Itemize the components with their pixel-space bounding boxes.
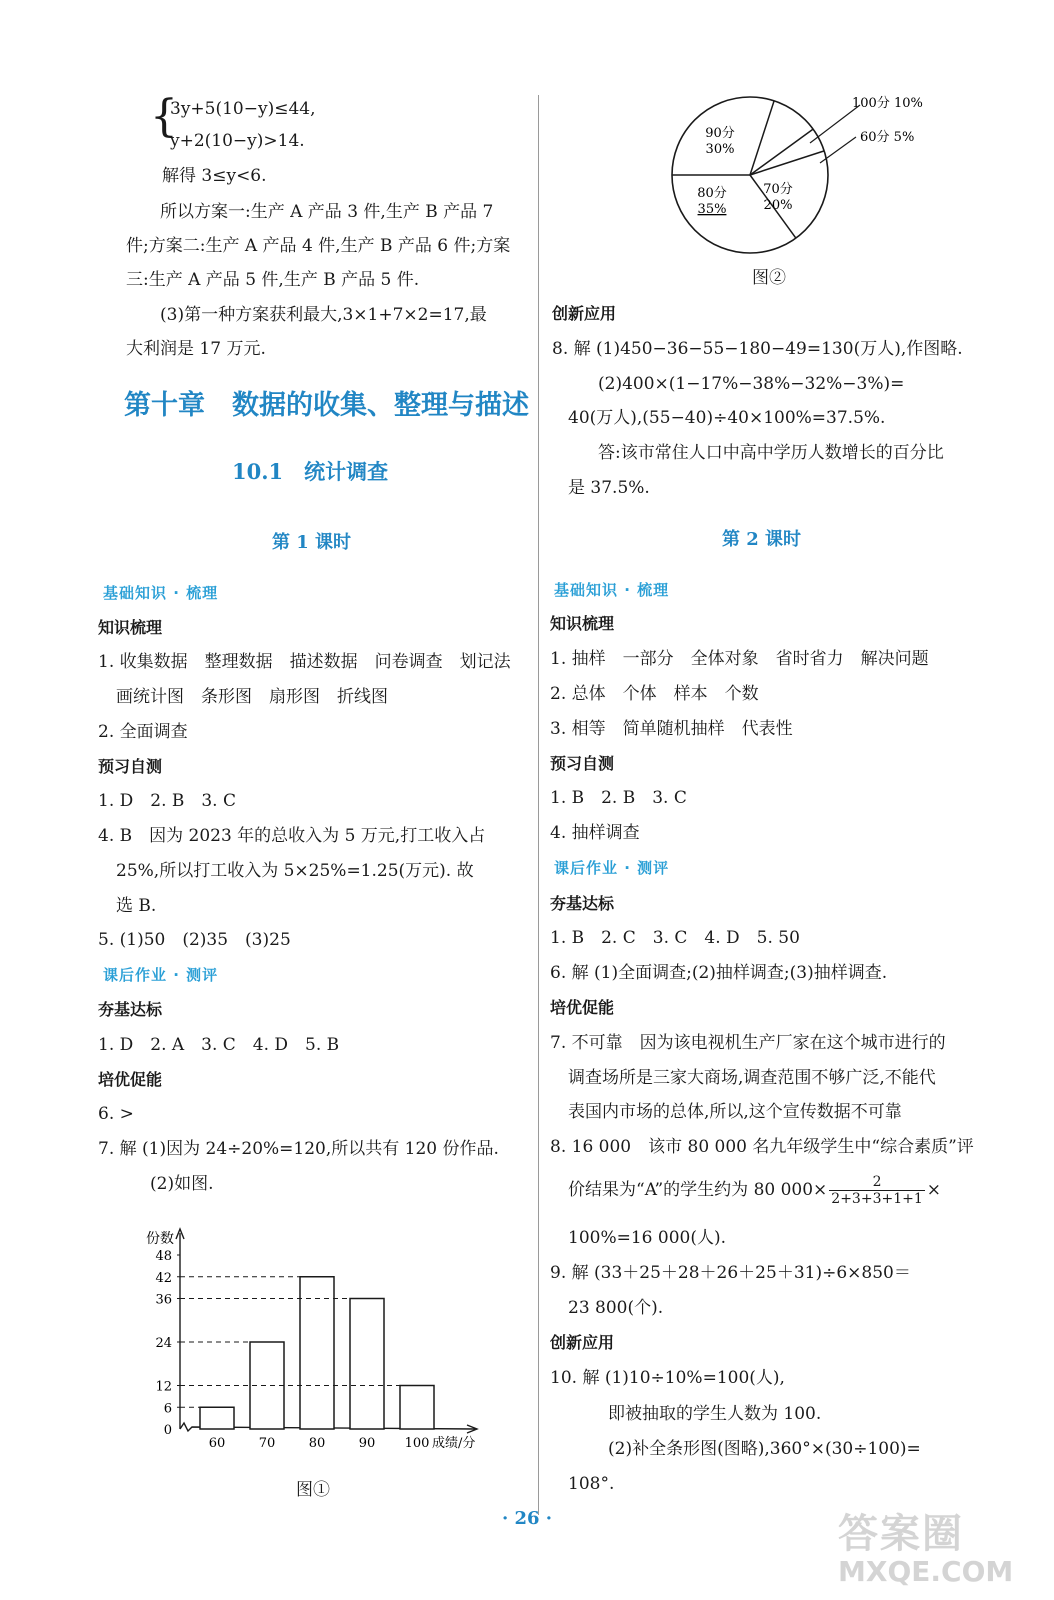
homework-2-answer-10d: 108°. — [568, 1474, 615, 1494]
homework-2-answer-7b: 调查场所是三家大商场,调查范围不够广泛,不能代 — [568, 1068, 936, 1088]
knowledge-item-1a: 1. 收集数据 整理数据 描述数据 问卷调查 划记法 — [98, 652, 511, 672]
system-line-2: y+2(10−y)>14. — [170, 131, 305, 151]
y-tick-label: 48 — [155, 1249, 172, 1264]
plan-line-1: 所以方案一:生产 A 产品 3 件,生产 B 产品 7 — [160, 202, 494, 222]
innovation-label-2: 创新应用 — [550, 1333, 615, 1352]
homework-answer-7b: (2)如图. — [150, 1174, 214, 1194]
q8-line-c: 40(万人),(55−40)÷40×100%=37.5%. — [568, 408, 886, 428]
y-tick-label: 36 — [155, 1292, 172, 1308]
pie-chart-figure-2 — [660, 85, 1010, 265]
watermark-bottom: MXQE.COM — [838, 1555, 1014, 1588]
knowledge-review-label: 知识梳理 — [98, 618, 163, 637]
y-tick-label: 24 — [155, 1336, 172, 1351]
preview-answer-4b: 25%,所以打工收入为 5×25%=1.25(万元). 故 — [116, 861, 474, 881]
homework-answer-6: 6. > — [98, 1104, 134, 1124]
homework-2-answer-9a: 9. 解 (33＋25＋28＋26＋25＋31)÷6×850＝ — [550, 1263, 911, 1283]
q8-line-e: 是 37.5%. — [568, 478, 650, 498]
y-tick-label: 42 — [155, 1270, 172, 1286]
system-brace: { — [150, 91, 178, 142]
knowledge-item-1b: 画统计图 条形图 扇形图 折线图 — [116, 687, 388, 707]
basic-level-label: 夯基达标 — [98, 1000, 163, 1019]
section-title: 10.1 统计调查 — [232, 459, 389, 484]
lesson-2-title: 第 2 课时 — [722, 529, 802, 550]
slice-pct-70: 20% — [763, 198, 793, 213]
x-tick-label: 80 — [308, 1436, 326, 1451]
q3-line-2: 大利润是 17 万元. — [126, 339, 266, 359]
x-tick-label: 60 — [208, 1436, 226, 1451]
y-axis-label: 份数 — [146, 1231, 174, 1247]
slice-label-100: 100分 10% — [852, 96, 923, 111]
bar — [400, 1386, 434, 1430]
chapter-title: 第十章 数据的收集、整理与描述 — [124, 390, 529, 421]
preview-answers-2-1-3: 1. B 2. B 3. C — [550, 788, 687, 808]
slice-pct-90: 30% — [705, 142, 735, 157]
section-homework-label-2: 课后作业 · 测评 — [554, 859, 670, 877]
x-tick-label: 90 — [358, 1436, 376, 1451]
preview-answer-4a: 4. B 因为 2023 年的总收入为 5 万元,打工收入占 — [98, 826, 486, 846]
knowledge-item-2-2: 2. 总体 个体 样本 个数 — [550, 684, 759, 704]
q8-line-b: (2)400×(1−17%−38%−32%−3%)= — [598, 374, 905, 394]
answer-8b-prefix: 价结果为“A”的学生约为 80 000× — [568, 1180, 828, 1200]
innovation-label: 创新应用 — [552, 304, 617, 323]
preview-answers-1-3: 1. D 2. B 3. C — [98, 791, 237, 811]
page-number: · 26 · — [501, 1508, 553, 1529]
homework-2-answer-6: 6. 解 (1)全面调查;(2)抽样调查;(3)抽样调查. — [550, 963, 888, 983]
knowledge-item-2-1: 1. 抽样 一部分 全体对象 省时省力 解决问题 — [550, 649, 929, 669]
q8-line-a: 8. 解 (1)450−36−55−180−49=130(万人),作图略. — [552, 339, 963, 359]
homework-2-answer-10b: 即被抽取的学生人数为 100. — [608, 1404, 822, 1424]
homework-2-answer-7c: 表国内市场的总体,所以,这个宣传数据不可靠 — [568, 1102, 902, 1122]
knowledge-review-label-2: 知识梳理 — [550, 614, 615, 633]
fraction — [829, 1174, 924, 1207]
preview-answer-2-4: 4. 抽样调查 — [550, 823, 640, 843]
homework-answer-7a: 7. 解 (1)因为 24÷20%=120,所以共有 120 份作品. — [98, 1139, 499, 1159]
homework-answers-1-5: 1. D 2. A 3. C 4. D 5. B — [98, 1035, 340, 1055]
preview-test-label: 预习自测 — [98, 757, 163, 776]
knowledge-item-2-3: 3. 相等 简单随机抽样 代表性 — [550, 719, 793, 739]
watermark — [838, 1512, 1043, 1588]
leader-line-60 — [820, 137, 856, 163]
q8-line-d: 答:该市常住人口中高中学历人数增长的百分比 — [598, 443, 944, 463]
slice-label-60: 60分 5% — [860, 130, 915, 145]
slice-label-90: 90分 — [705, 126, 735, 141]
homework-2-answers-1-5: 1. B 2. C 3. C 4. D 5. 50 — [550, 928, 800, 948]
x-axis-label: 成绩/分 — [432, 1436, 476, 1451]
bar — [350, 1299, 384, 1430]
homework-2-answer-8b — [568, 1170, 941, 1210]
plan-line-2: 件;方案二:生产 A 产品 4 件,生产 B 产品 6 件;方案 — [126, 236, 511, 256]
figure-2-caption: 图② — [752, 268, 786, 288]
homework-2-answer-10a: 10. 解 (1)10÷10%=100(人), — [550, 1368, 785, 1388]
figure-1-caption: 图① — [296, 1480, 330, 1500]
section-homework-label: 课后作业 · 测评 — [103, 966, 219, 984]
advanced-label-2: 培优促能 — [550, 998, 615, 1017]
section-basic-label-2: 基础知识 · 梳理 — [554, 581, 670, 599]
basic-level-label-2: 夯基达标 — [550, 894, 615, 913]
homework-2-answer-10c: (2)补全条形图(图略),360°×(30÷100)= — [608, 1439, 921, 1459]
knowledge-item-2: 2. 全面调查 — [98, 722, 188, 742]
homework-2-answer-7a: 7. 不可靠 因为该电视机生产厂家在这个城市进行的 — [550, 1033, 946, 1053]
fraction-numerator: 2 — [829, 1174, 924, 1191]
bar — [300, 1277, 334, 1429]
advanced-label: 培优促能 — [98, 1070, 163, 1089]
slice-label-80: 80分 — [697, 186, 727, 201]
x-tick-label: 70 — [258, 1436, 276, 1451]
section-basic-label: 基础知识 · 梳理 — [103, 584, 219, 602]
watermark-top: 答案圈 — [838, 1511, 964, 1557]
y-tick-label: 6 — [163, 1401, 172, 1417]
preview-answer-4c: 选 B. — [116, 896, 157, 916]
q3-line-1: (3)第一种方案获利最大,3×1+7×2=17,最 — [160, 305, 487, 325]
y-tick-label: 12 — [155, 1379, 172, 1395]
homework-2-answer-8a: 8. 16 000 该市 80 000 名九年级学生中“综合素质”评 — [550, 1137, 974, 1157]
fraction-denominator: 2+3+3+1+1 — [831, 1191, 923, 1207]
y-tick-label: 0 — [163, 1423, 172, 1438]
lesson-title: 第 1 课时 — [272, 532, 352, 553]
plan-line-3: 三:生产 A 产品 5 件,生产 B 产品 5 件. — [126, 270, 420, 290]
system-line-1: 3y+5(10−y)≤44, — [170, 99, 316, 119]
slice-label-70: 70分 — [763, 182, 793, 197]
bar-chart-figure-1 — [130, 1215, 510, 1455]
bar — [200, 1407, 234, 1429]
preview-test-label-2: 预习自测 — [550, 754, 615, 773]
solve-line: 解得 3≤y<6. — [162, 166, 267, 186]
x-tick-label: 100 — [404, 1436, 430, 1451]
homework-2-answer-8c: 100%=16 000(人). — [568, 1228, 726, 1248]
column-divider — [538, 95, 539, 1515]
slice-pct-80: 35% — [697, 202, 727, 217]
homework-2-answer-9b: 23 800(个). — [568, 1298, 664, 1318]
preview-answer-5: 5. (1)50 (2)35 (3)25 — [98, 930, 291, 950]
answer-8b-suffix: × — [926, 1180, 942, 1200]
